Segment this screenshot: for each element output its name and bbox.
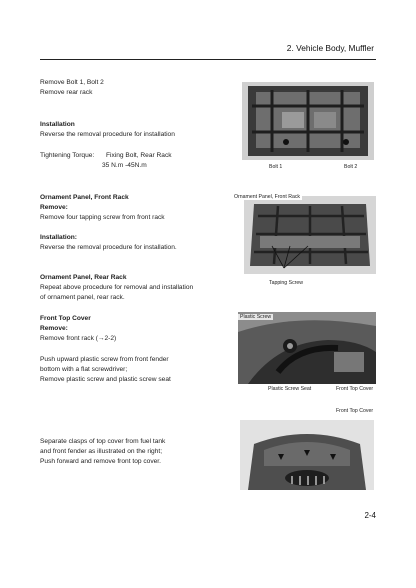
front-top-cover-remove-label: Remove: xyxy=(40,325,68,333)
torque-value: 35 N.m -45N.m xyxy=(102,162,147,170)
page-header xyxy=(40,40,376,60)
front-top-cover-remove-text: Remove front rack (→2-2) xyxy=(40,335,117,343)
ornament-front-installation-label: Installation: xyxy=(40,234,77,241)
front-top-cover-photo xyxy=(240,420,374,490)
ornament-rear-line-1: Repeat above procedure for removal and installation xyxy=(40,284,194,292)
rear-rack-photo xyxy=(242,82,374,160)
front-top-cover-section xyxy=(40,314,116,345)
plastic-screw-photo xyxy=(238,312,376,384)
plastic-screw-seat-label: Plastic Screw Seat xyxy=(268,386,312,392)
ornament-front-section xyxy=(40,193,165,224)
tightening-torque xyxy=(40,151,172,171)
clasp-line-1: Separate clasps of top cover from fuel tank xyxy=(40,438,166,445)
section-title: 2. Vehicle Body, Muffler xyxy=(286,43,374,53)
ornament-panel-label: Ornament Panel, Front Rack xyxy=(234,194,301,200)
ornament-panel-photo xyxy=(244,196,376,274)
plastic-screw-label: Plastic Screw xyxy=(240,314,272,320)
bolt-2-label: Bolt 2 xyxy=(344,164,358,170)
push-line-3: Remove plastic screw and plastic screw seat xyxy=(40,376,171,384)
push-line-2: bottom with a flat screwdriver; xyxy=(40,366,128,374)
ornament-front-remove-label: Remove: xyxy=(40,204,68,212)
page-number: 2-4 xyxy=(364,511,376,520)
clasp-line-2: and front fender as illustrated on the right; xyxy=(40,448,163,456)
ornament-front-installation xyxy=(40,233,177,253)
rear-rack-removal-text xyxy=(40,78,104,98)
front-top-cover-label-2: Front Top Cover xyxy=(336,408,374,414)
rear-rack-step-1: Remove Bolt 1, Bolt 2 xyxy=(40,79,104,86)
ornament-rear-line-2: of ornament panel, rear rack. xyxy=(40,294,125,302)
ornament-rear-section xyxy=(40,273,193,304)
installation-text: Reverse the removal procedure for installation xyxy=(40,131,175,139)
push-line-1: Push upward plastic screw from front fender xyxy=(40,356,169,363)
installation-heading: Installation xyxy=(40,121,75,128)
torque-label: Tightening Torque: xyxy=(40,152,95,159)
torque-item: Fixing Bolt, Rear Rack xyxy=(105,152,172,159)
front-top-cover-label-1: Front Top Cover xyxy=(336,386,374,392)
bolt-1-label: Bolt 1 xyxy=(269,164,283,170)
clasp-instructions xyxy=(40,437,165,468)
ornament-front-remove-text: Remove four tapping screw from front rack xyxy=(40,214,165,222)
front-top-cover-heading: Front Top Cover xyxy=(40,315,91,322)
ornament-front-heading: Ornament Panel, Front Rack xyxy=(40,194,129,201)
clasp-line-3: Push forward and remove front top cover. xyxy=(40,458,161,466)
rear-rack-installation xyxy=(40,120,175,140)
rear-rack-step-2: Remove rear rack xyxy=(40,89,93,97)
plastic-screw-instructions xyxy=(40,355,171,386)
ornament-front-installation-text: Reverse the removal procedure for installation. xyxy=(40,244,177,252)
ornament-rear-heading: Ornament Panel, Rear Rack xyxy=(40,274,127,281)
tapping-screw-label: Tapping Screw xyxy=(269,280,304,286)
